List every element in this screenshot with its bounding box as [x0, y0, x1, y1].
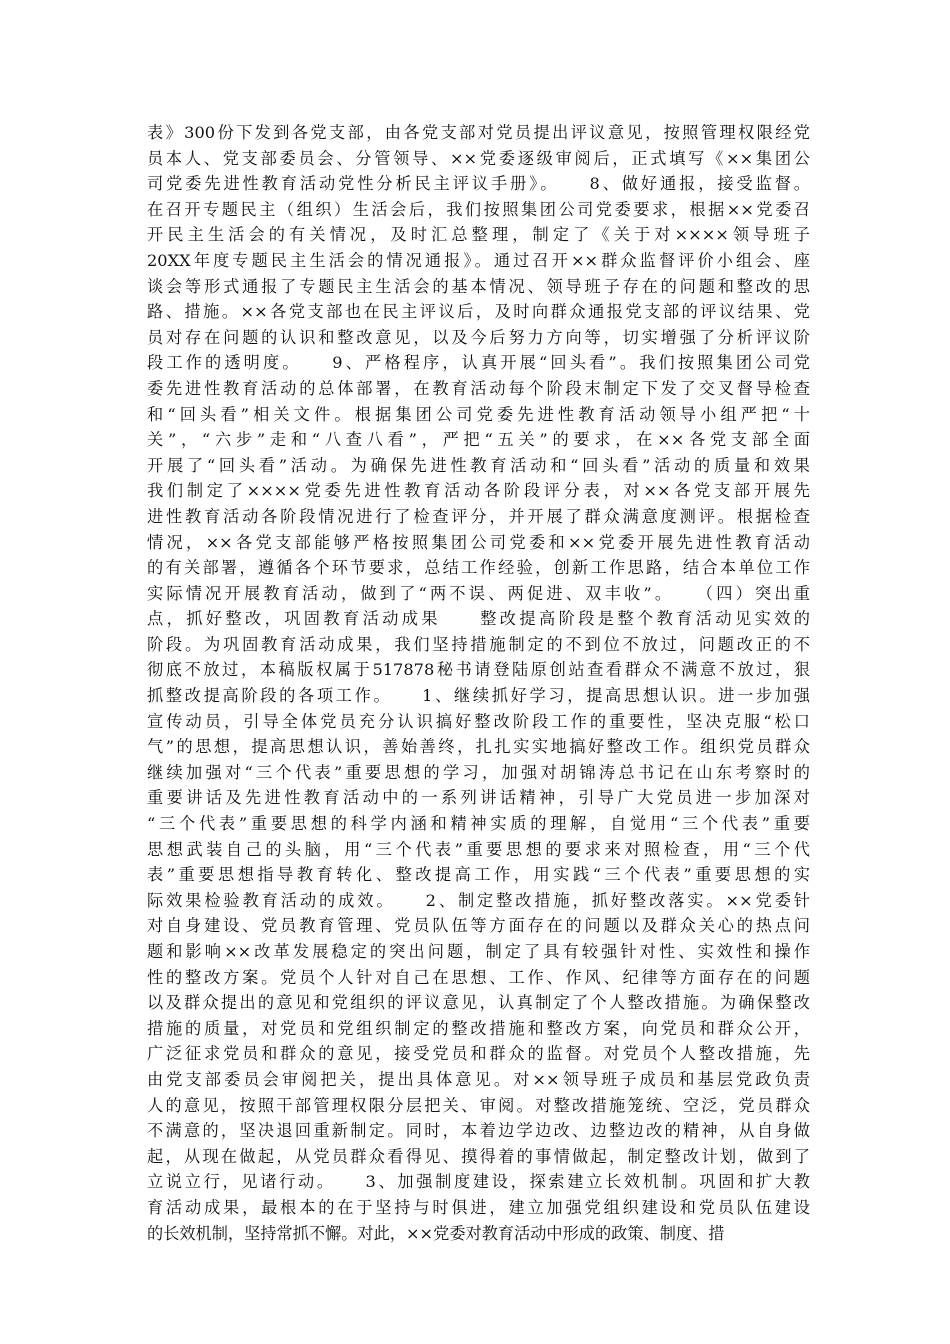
text-line: 以及群众提出的意见和党组织的评议意见，认真制定了个人整改措施。为确保整改 — [147, 993, 810, 1013]
text-line: 的长效机制，坚持常抓不懈。对此，××党委对教育活动中形成的政策、制度、措 — [147, 1223, 725, 1243]
text-line: 人的意见，按照干部管理权限分层把关、审阅。对整改措施笼统、空泛，党员群众 — [147, 1095, 810, 1115]
text-line: 宣传动员，引导全体党员充分认识搞好整改阶段工作的重要性，坚决克服“松口 — [147, 711, 810, 731]
text-line: 继续加强对“三个代表”重要思想的学习，加强对胡锦涛总书记在山东考察时的 — [147, 762, 810, 782]
text-line: 重要讲话及先进性教育活动中的一系列讲话精神，引导广大党员进一步加深对 — [147, 788, 810, 808]
text-line: 司党委先进性教育活动党性分析民主评议手册》。 8、做好通报，接受监督。 — [147, 174, 810, 194]
text-line: 性的整改方案。党员个人针对自己在思想、工作、作风、纪律等方面存在的问题 — [147, 967, 810, 987]
text-line: 在召开专题民主（组织）生活会后，我们按照集团公司党委要求，根据××党委召 — [147, 199, 810, 219]
text-line: 思想武装自己的头脑，用“三个代表”重要思想的要求来对照检查，用“三个代 — [147, 839, 810, 859]
text-line: 段工作的透明度。 9、严格程序，认真开展“回头看”。我们按照集团公司党 — [147, 353, 810, 373]
text-line: 对自身建设、党员教育管理、党员队伍等方面存在的问题以及群众关心的热点问 — [147, 916, 810, 936]
text-line: 立说立行，见诸行动。 3、加强制度建设，探索建立长效机制。巩固和扩大教 — [147, 1172, 810, 1192]
text-line: 委先进性教育活动的总体部署，在教育活动每个阶段末制定下发了交叉督导检查 — [147, 378, 810, 398]
text-line: 和“回头看”相关文件。根据集团公司党委先进性教育活动领导小组严把“十 — [147, 404, 810, 424]
text-line: 不满意的，坚决退回重新制定。同时，本着边学边改、边整边改的精神，从自身做 — [147, 1121, 810, 1141]
text-line: 开民主生活会的有关情况，及时汇总整理，制定了《关于对××××领导班子 — [147, 225, 810, 245]
text-line: 起，从现在做起，从党员群众看得见、摸得着的事情做起，制定整改计划，做到了 — [147, 1146, 810, 1166]
text-line: “三个代表”重要思想的科学内涵和精神实质的理解，自觉用“三个代表”重要 — [147, 814, 810, 834]
text-line: 的有关部署，遵循各个环节要求，总结工作经验，创新工作思路，结合本单位工作 — [147, 558, 810, 578]
text-line: 际效果检验教育活动的成效。 2、制定整改措施，抓好整改落实。××党委针 — [147, 890, 810, 910]
text-line: 题和影响××改革发展稳定的突出问题，制定了具有较强针对性、实效性和操作 — [147, 942, 810, 961]
text-line: 员本人、党支部委员会、分管领导、××党委逐级审阅后，正式填写《××集团公 — [147, 148, 810, 168]
text-line: 阶段。为巩固教育活动成果，我们坚持措施制定的不到位不放过，问题改正的不 — [147, 634, 810, 654]
text-line: 措施的质量，对党员和党组织制定的整改措施和整改方案，向党员和群众公开， — [147, 1018, 810, 1038]
text-line: 育活动成果，最根本的在于坚持与时俱进，建立加强党组织建设和党员队伍建设 — [147, 1197, 810, 1217]
text-line: 彻底不放过，本稿版权属于517878秘书请登陆原创站查看群众不满意不放过，狠 — [147, 660, 810, 680]
text-line: 谈会等形式通报了专题民主生活会的基本情况、领导班子存在的问题和整改的思 — [147, 276, 810, 296]
text-line: 实际情况开展教育活动，做到了“两不误、两促进、双丰收”。 （四）突出重 — [147, 583, 810, 603]
text-line: 我们制定了××××党委先进性教育活动各阶段评分表，对××各党支部开展先 — [147, 481, 810, 501]
text-line: 表”重要思想指导教育转化、整改提高工作，用实践“三个代表”重要思想的实 — [147, 865, 810, 885]
text-line: 开展了“回头看”活动。为确保先进性教育活动和“回头看”活动的质量和效果 — [147, 455, 810, 475]
text-line: 20XX年度专题民主生活会的情况通报》。通过召开××群众监督评价小组会、座 — [147, 250, 810, 270]
text-line: 进性教育活动各阶段情况进行了检查评分，并开展了群众满意度测评。根据检查 — [147, 506, 810, 526]
text-line: 由党支部委员会审阅把关，提出具体意见。对××领导班子成员和基层党政负责 — [147, 1069, 810, 1089]
text-line: 路、措施。××各党支部也在民主评议后，及时向群众通报党支部的评议结果、党 — [147, 302, 810, 322]
text-line: 表》300份下发到各党支部，由各党支部对党员提出评议意见，按照管理权限经党 — [147, 123, 810, 142]
text-line: 广泛征求党员和群众的意见，接受党员和群众的监督。对党员个人整改措施，先 — [147, 1044, 810, 1064]
text-line: 点，抓好整改，巩固教育活动成果 整改提高阶段是整个教育活动见实效的 — [147, 609, 810, 629]
text-line: 关”，“六步”走和“八查八看”，严把“五关”的要求，在××各党支部全面 — [147, 430, 810, 450]
text-line: 气”的思想，提高思想认识，善始善终，扎扎实实地搞好整改工作。组织党员群众 — [147, 737, 810, 757]
document-body — [147, 120, 810, 1246]
text-line: 员对存在问题的认识和整改意见，以及今后努力方向等，切实增强了分析评议阶 — [147, 327, 810, 347]
text-line: 情况，××各党支部能够严格按照集团公司党委和××党委开展先进性教育活动 — [147, 532, 810, 552]
text-line: 抓整改提高阶段的各项工作。 1、继续抓好学习，提高思想认识。进一步加强 — [147, 686, 810, 706]
